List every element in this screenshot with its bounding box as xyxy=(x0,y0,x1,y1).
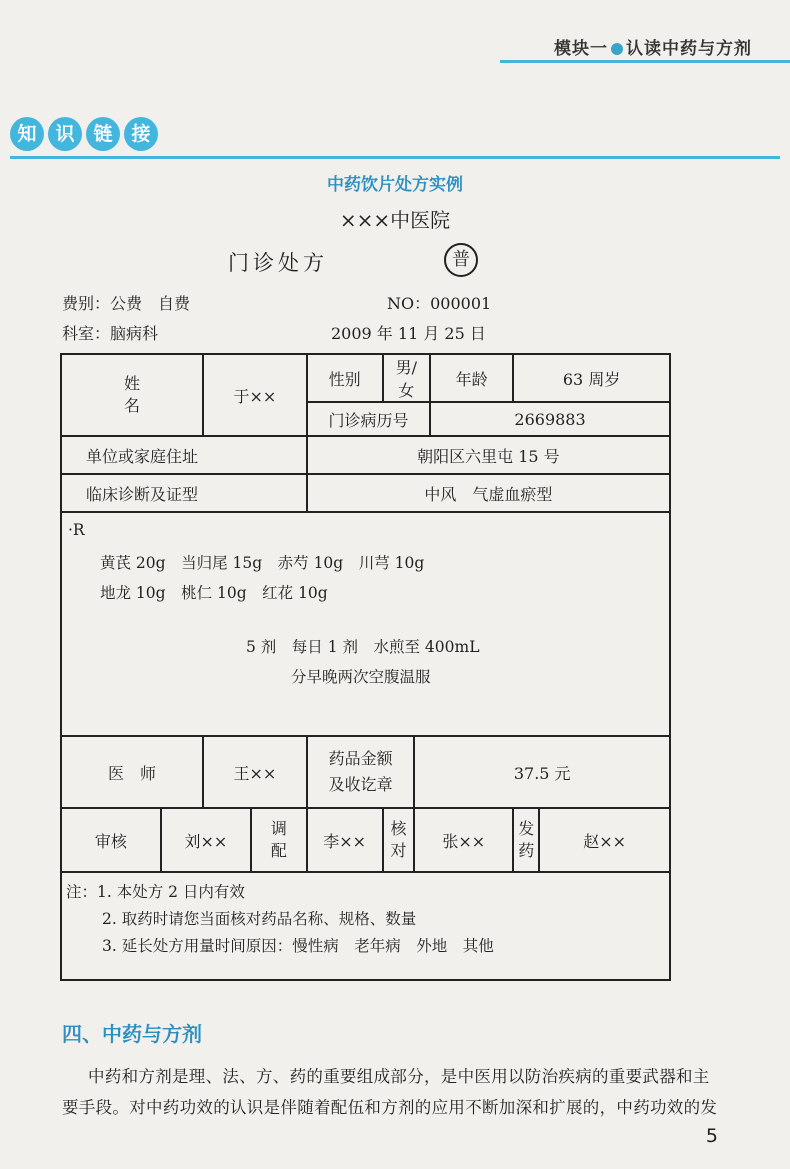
diagnosis-value: 中风 气虚血瘀型 xyxy=(307,474,670,512)
address-value: 朝阳区六里屯 15 号 xyxy=(307,436,670,474)
amount-label: 药品金额 xyxy=(328,749,393,768)
section-heading: 四、中药与方剂 xyxy=(62,1022,202,1046)
fee-type: 费别：公费 自费 xyxy=(62,294,191,313)
herbs-line: 地龙 10g 桃仁 10g 红花 10g xyxy=(100,584,328,602)
review-label: 审核 xyxy=(61,808,161,872)
gender-label: 性别 xyxy=(307,354,383,402)
review-value: 刘×× xyxy=(161,808,251,872)
herbs-line: 黄芪 20g 当归尾 15g 赤芍 10g 川芎 10g xyxy=(100,554,425,572)
date: 2009 年 11 月 25 日 xyxy=(331,324,486,343)
amount-label: 及收讫章 xyxy=(328,775,393,794)
age-value: 63 周岁 xyxy=(513,354,670,402)
name-value: 于×× xyxy=(203,354,307,436)
gender-value: 男/女 xyxy=(383,354,431,402)
rx-mark: ·R xyxy=(68,521,85,539)
prescription-title: 中药饮片处方实例 xyxy=(327,175,463,195)
note-line: 3. 延长处方用量时间原因：慢性病 老年病 外地 其他 xyxy=(102,937,494,955)
running-header xyxy=(554,34,752,59)
badge-char: 知 xyxy=(10,117,44,151)
dosage: 5 剂 每日 1 剂 水煎至 400mL xyxy=(246,638,480,656)
dispense-value: 李×× xyxy=(307,808,383,872)
note-line: 注：1. 本处方 2 日内有效 xyxy=(66,883,245,901)
diagnosis-label: 临床诊断及证型 xyxy=(61,474,307,512)
amount-value: 37.5 元 xyxy=(414,736,670,808)
record-label: 门诊病历号 xyxy=(307,402,430,436)
address-label: 单位或家庭住址 xyxy=(61,436,307,474)
usage: 分早晚两次空腹温服 xyxy=(291,668,431,686)
paragraph-line: 要手段。对中药功效的认识是伴随着配伍和方剂的应用不断加深和扩展的，中药功效的发 xyxy=(62,1098,718,1117)
amount-label-cell xyxy=(307,736,415,808)
hospital-name: ×××中医院 xyxy=(339,208,451,232)
rx-body xyxy=(61,512,670,736)
badge-rule xyxy=(10,156,780,159)
badge-char: 接 xyxy=(124,117,158,151)
form-title: 门诊处方 xyxy=(228,251,328,275)
issue-label: 发 药 xyxy=(513,808,539,872)
module-label: 模块一 xyxy=(554,39,608,59)
age-label: 年龄 xyxy=(430,354,513,402)
page-header xyxy=(0,0,790,62)
note-line: 2. 取药时请您当面核对药品名称、规格、数量 xyxy=(102,910,417,928)
doctor-label: 医 师 xyxy=(61,736,203,808)
name-label-cell: 姓 名 xyxy=(61,354,203,436)
record-value: 2669883 xyxy=(430,402,670,436)
form-stamp: 普 xyxy=(444,243,478,277)
department: 科室：脑病科 xyxy=(62,324,159,343)
issue-value: 赵×× xyxy=(539,808,670,872)
page-number: 5 xyxy=(705,1125,718,1147)
prescription-number: NO：000001 xyxy=(387,294,492,313)
section-label: 认读中药与方剂 xyxy=(626,39,752,59)
doctor-value: 王×× xyxy=(203,736,307,808)
dispense-label: 调 配 xyxy=(251,808,307,872)
header-rule xyxy=(500,60,790,63)
paragraph-line: 中药和方剂是理、法、方、药的重要组成部分，是中医用以防治疾病的重要武器和主 xyxy=(88,1067,710,1086)
knowledge-link-badge xyxy=(10,117,158,151)
badge-char: 链 xyxy=(86,117,120,151)
check-label: 核 对 xyxy=(383,808,415,872)
bullet-icon xyxy=(611,43,623,55)
check-value: 张×× xyxy=(414,808,513,872)
badge-char: 识 xyxy=(48,117,82,151)
